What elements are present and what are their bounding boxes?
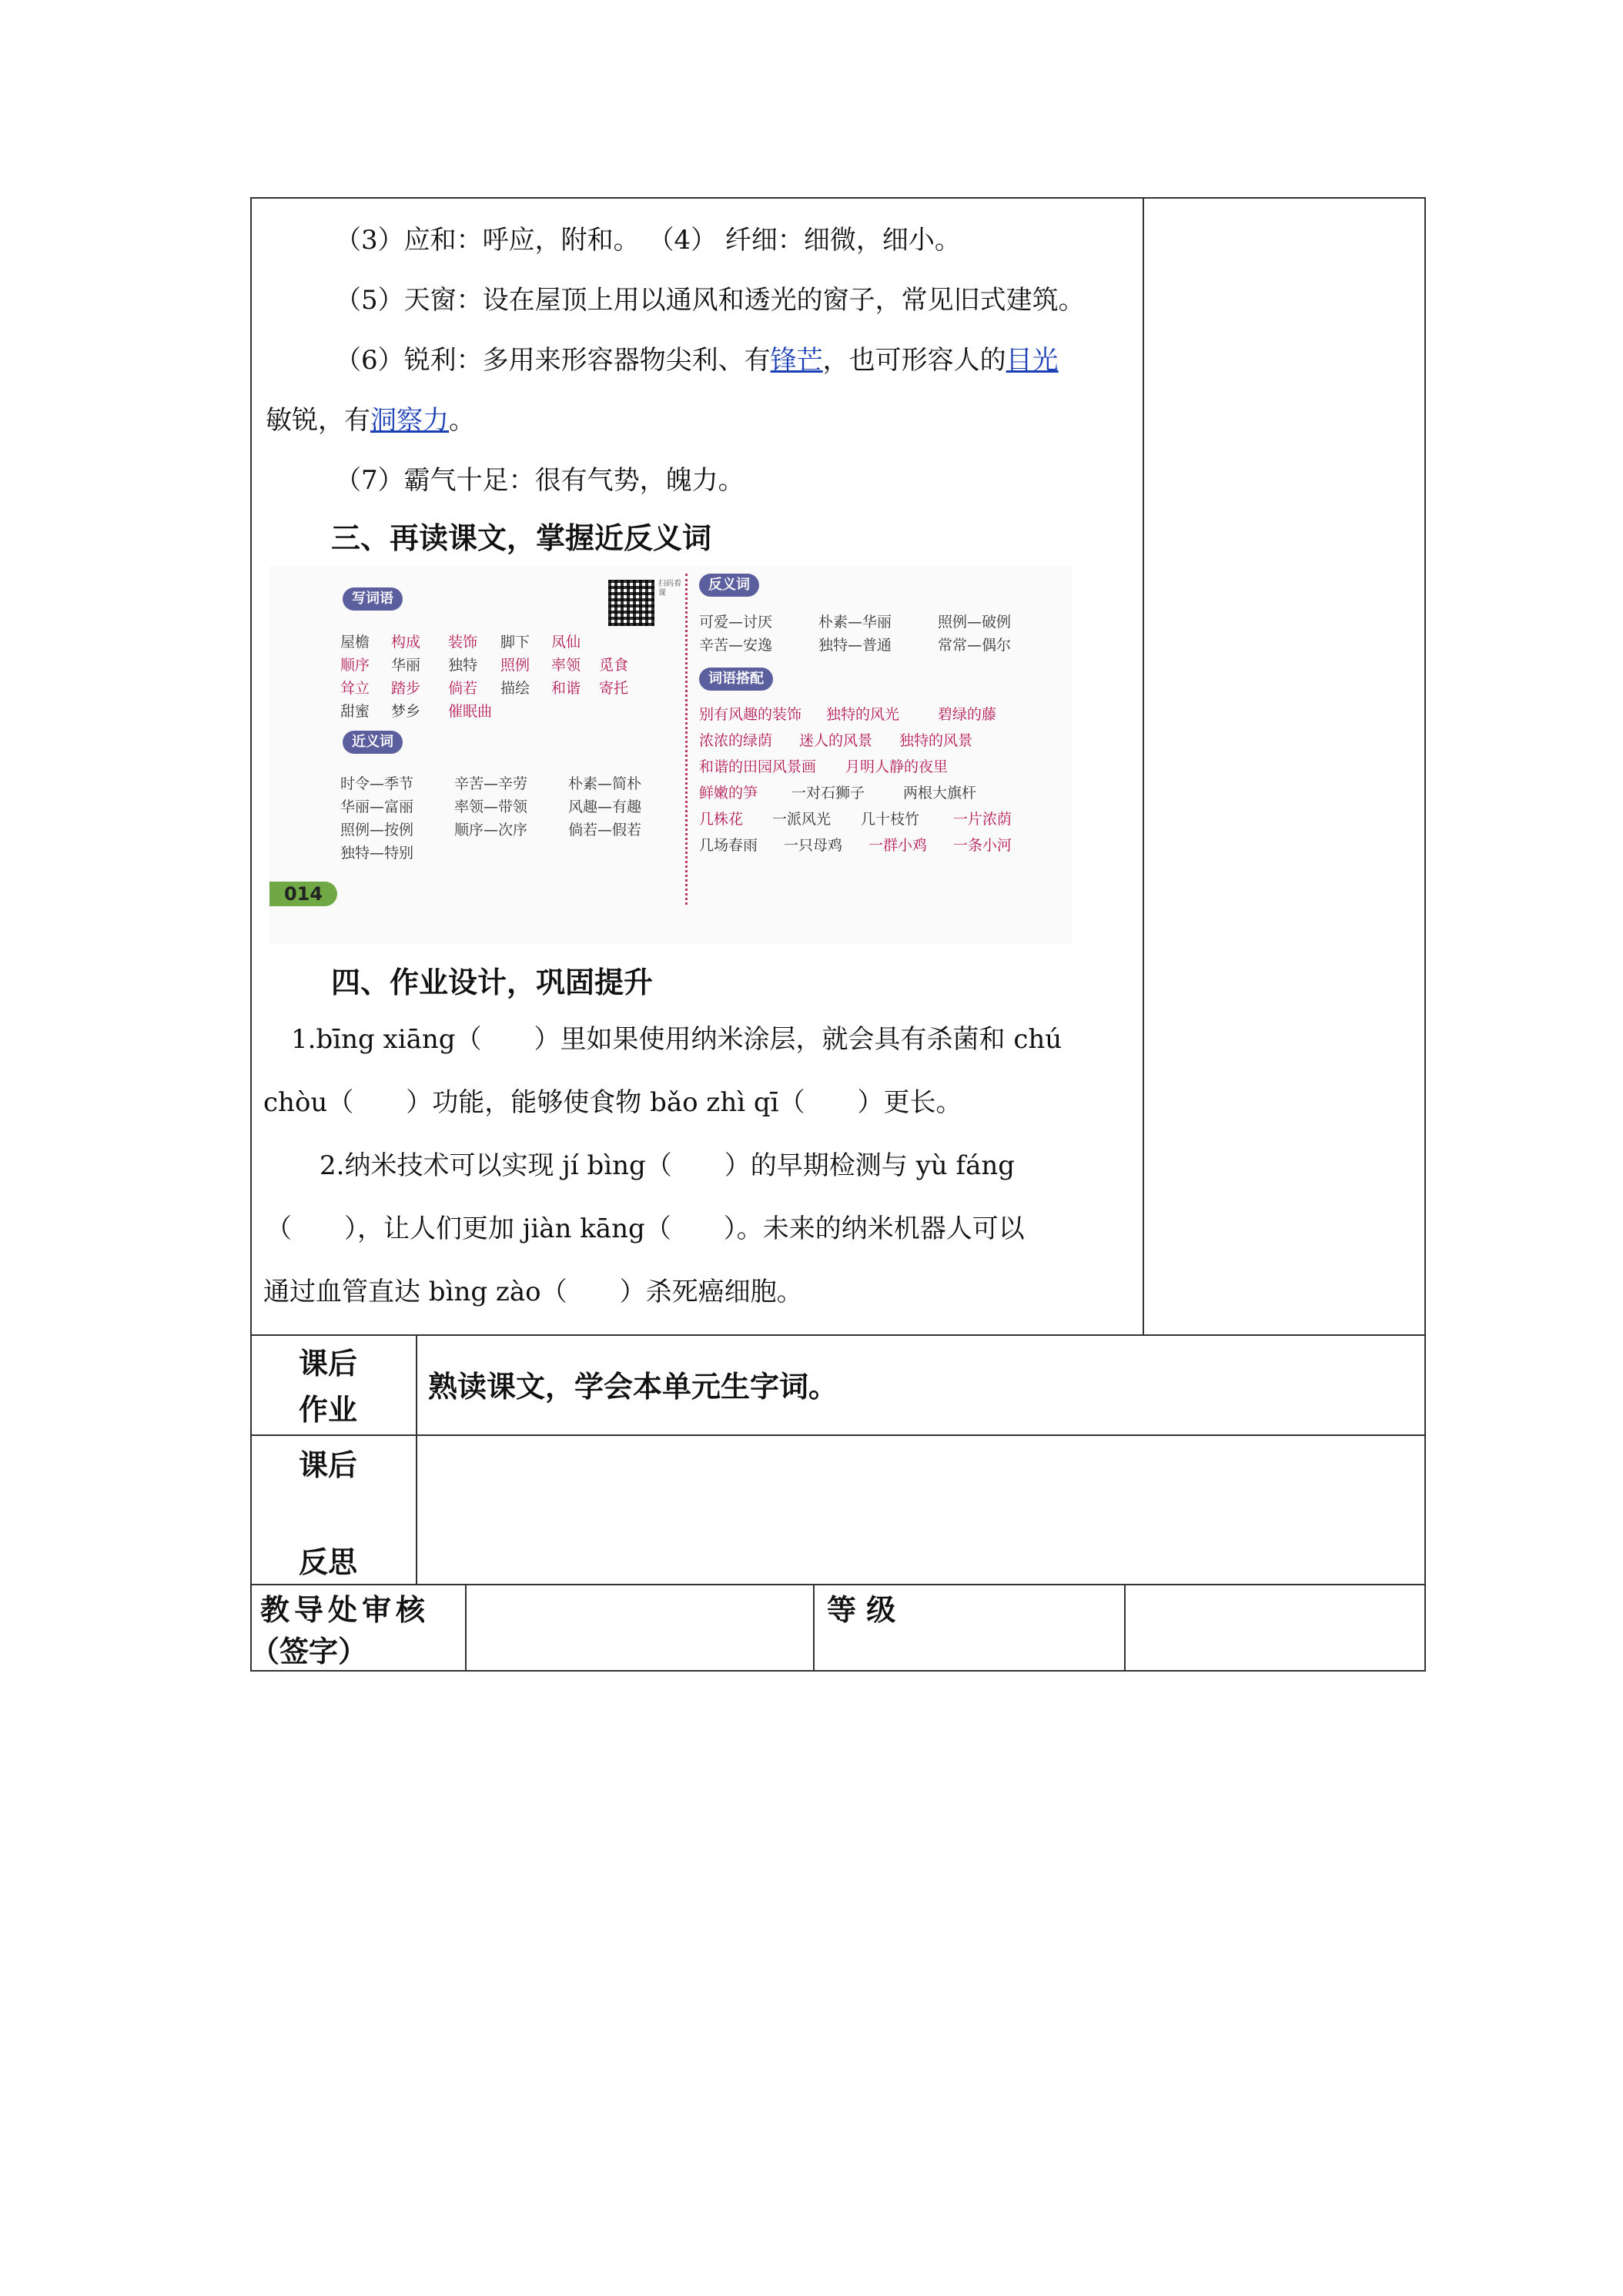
row-divider-2 [250, 1434, 1426, 1436]
collocation: 鲜嫩的笋 [699, 785, 758, 802]
textbook-vocabulary-image [269, 566, 1072, 943]
word: 梦乡 [391, 703, 421, 720]
word: 照例 [500, 657, 530, 674]
explanation-7: （7）霸气十足：很有气势，魄力。 [335, 465, 745, 496]
synonym: 时令—季节 [340, 775, 414, 792]
synonym: 独特—特别 [340, 845, 414, 862]
collocation: 一片浓荫 [953, 811, 1012, 828]
explanation-3-4: （3）应和：呼应，附和。 （4） 纤细：细微，细小。 [335, 225, 961, 256]
word: 率领 [551, 657, 581, 674]
synonym: 朴素—简朴 [568, 775, 642, 792]
explanation-6-prefix: （6）锐利：多用来形容器物尖利、有 [335, 345, 771, 376]
page-divider [685, 574, 688, 905]
synonym: 顺序—次序 [454, 822, 528, 838]
homework-q2-line3: 通过血管直达 bìng zào（ ）杀死癌细胞。 [263, 1277, 803, 1307]
row-divider-3 [250, 1584, 1426, 1585]
homework-q2-line2: （ ），让人们更加 jiàn kāng（ ）。未来的纳米机器人可以 [266, 1213, 1025, 1244]
word: 顺序 [340, 657, 370, 674]
explanation-6-cont-prefix: 敏锐，有 [266, 405, 370, 436]
grade-label: 等 级 [827, 1593, 896, 1627]
review-col-divider-1 [465, 1584, 467, 1672]
review-col-divider-3 [1124, 1584, 1126, 1672]
antonym: 朴素—华丽 [818, 614, 892, 631]
textbook-left-page [269, 566, 689, 943]
collocation: 两根大旗杆 [903, 785, 977, 802]
collocation: 一群小鸡 [868, 837, 928, 854]
section-3-title: 三、再读课文，掌握近反义词 [331, 521, 712, 555]
word: 构成 [391, 634, 421, 651]
review-label-2: （签字） [250, 1635, 368, 1668]
antonym: 辛苦—安逸 [699, 637, 773, 654]
collocation: 一只母鸡 [784, 837, 843, 854]
homework-q1-line2: chòu（ ）功能，能够使食物 bǎo zhì qī（ ）更长。 [263, 1087, 962, 1118]
tag-write-words: 写词语 [343, 587, 403, 611]
antonym: 照例—破例 [938, 614, 1012, 631]
antonym: 常常—偶尔 [938, 637, 1012, 654]
word: 觅食 [599, 657, 629, 674]
word: 寄托 [599, 680, 629, 697]
synonym: 风趣—有趣 [568, 798, 642, 815]
word: 装饰 [448, 634, 478, 651]
homework-q2-line1: 2.纳米技术可以实现 jí bìng（ ）的早期检测与 yù fáng [320, 1150, 1016, 1181]
reflection-label-2: 反思 [299, 1545, 358, 1579]
review-label-1: 教导处审核 [260, 1593, 430, 1627]
collocation: 几场春雨 [699, 837, 758, 854]
qr-label: 扫码看课 [658, 580, 681, 597]
textbook-right-page [691, 566, 1072, 928]
collocation: 和谐的田园风景画 [699, 758, 817, 775]
right-column-divider [1143, 197, 1144, 1335]
tag-synonyms: 近义词 [343, 731, 403, 754]
word: 凤仙 [551, 634, 581, 651]
row-divider-1 [250, 1334, 1426, 1336]
word: 和谐 [551, 680, 581, 697]
after-class-homework-content: 熟读课文，学会本单元生字词。 [428, 1370, 838, 1404]
section-4-title: 四、作业设计，巩固提升 [331, 966, 654, 999]
word: 耸立 [340, 680, 370, 697]
synonym: 率领—带领 [454, 798, 528, 815]
antonym: 独特—普通 [818, 637, 892, 654]
synonym: 辛苦—辛劳 [454, 775, 528, 792]
collocation: 一派风光 [772, 811, 832, 828]
after-class-homework-label-1: 课后 [299, 1347, 358, 1381]
word: 倘若 [448, 680, 478, 697]
synonym: 倘若—假若 [568, 822, 642, 838]
after-class-homework-label-2: 作业 [299, 1393, 358, 1427]
word: 甜蜜 [340, 703, 370, 720]
link-muguang[interactable]: 目光 [1006, 345, 1059, 376]
tag-antonyms: 反义词 [699, 574, 759, 597]
collocation: 一对石狮子 [791, 785, 865, 802]
collocation: 碧绿的藤 [938, 706, 997, 723]
collocation: 别有风趣的装饰 [699, 706, 802, 723]
reflection-label-1: 课后 [299, 1448, 358, 1482]
collocation: 一条小河 [953, 837, 1012, 854]
explanation-6-cont [266, 405, 475, 436]
collocation: 独特的风景 [899, 732, 973, 749]
qr-code-icon [608, 580, 654, 626]
explanation-5: （5）天窗：设在屋顶上用以通风和透光的窗子，常见旧式建筑。 [335, 285, 1085, 316]
tag-collocations: 词语搭配 [699, 668, 773, 691]
collocation: 几株花 [699, 811, 744, 828]
textbook-page-number: 014 [269, 882, 337, 906]
collocation: 浓浓的绿荫 [699, 732, 773, 749]
antonym: 可爱—讨厌 [699, 614, 773, 631]
word: 踏步 [391, 680, 421, 697]
label-column-divider [416, 1334, 417, 1585]
explanation-6-mid: ，也可形容人的 [822, 345, 1006, 376]
homework-q1-line1: 1.bīng xiāng（ ）里如果使用纳米涂层，就会具有杀菌和 chú [291, 1024, 1062, 1055]
link-dongchali[interactable]: 洞察力 [370, 405, 449, 436]
word: 描绘 [500, 680, 530, 697]
collocation: 独特的风光 [826, 706, 900, 723]
word: 独特 [448, 657, 478, 674]
word: 屋檐 [340, 634, 370, 651]
collocation: 迷人的风景 [799, 732, 873, 749]
explanation-6-cont-suffix: 。 [449, 405, 475, 436]
synonym: 华丽—富丽 [340, 798, 414, 815]
link-fengmang[interactable]: 锋芒 [770, 345, 823, 376]
collocation: 月明人静的夜里 [845, 758, 949, 775]
review-col-divider-2 [813, 1584, 815, 1672]
word: 脚下 [500, 634, 530, 651]
word: 催眠曲 [448, 703, 493, 720]
word: 华丽 [391, 657, 421, 674]
explanation-6 [335, 345, 1059, 376]
synonym: 照例—按例 [340, 822, 414, 838]
collocation: 几十枝竹 [861, 811, 920, 828]
